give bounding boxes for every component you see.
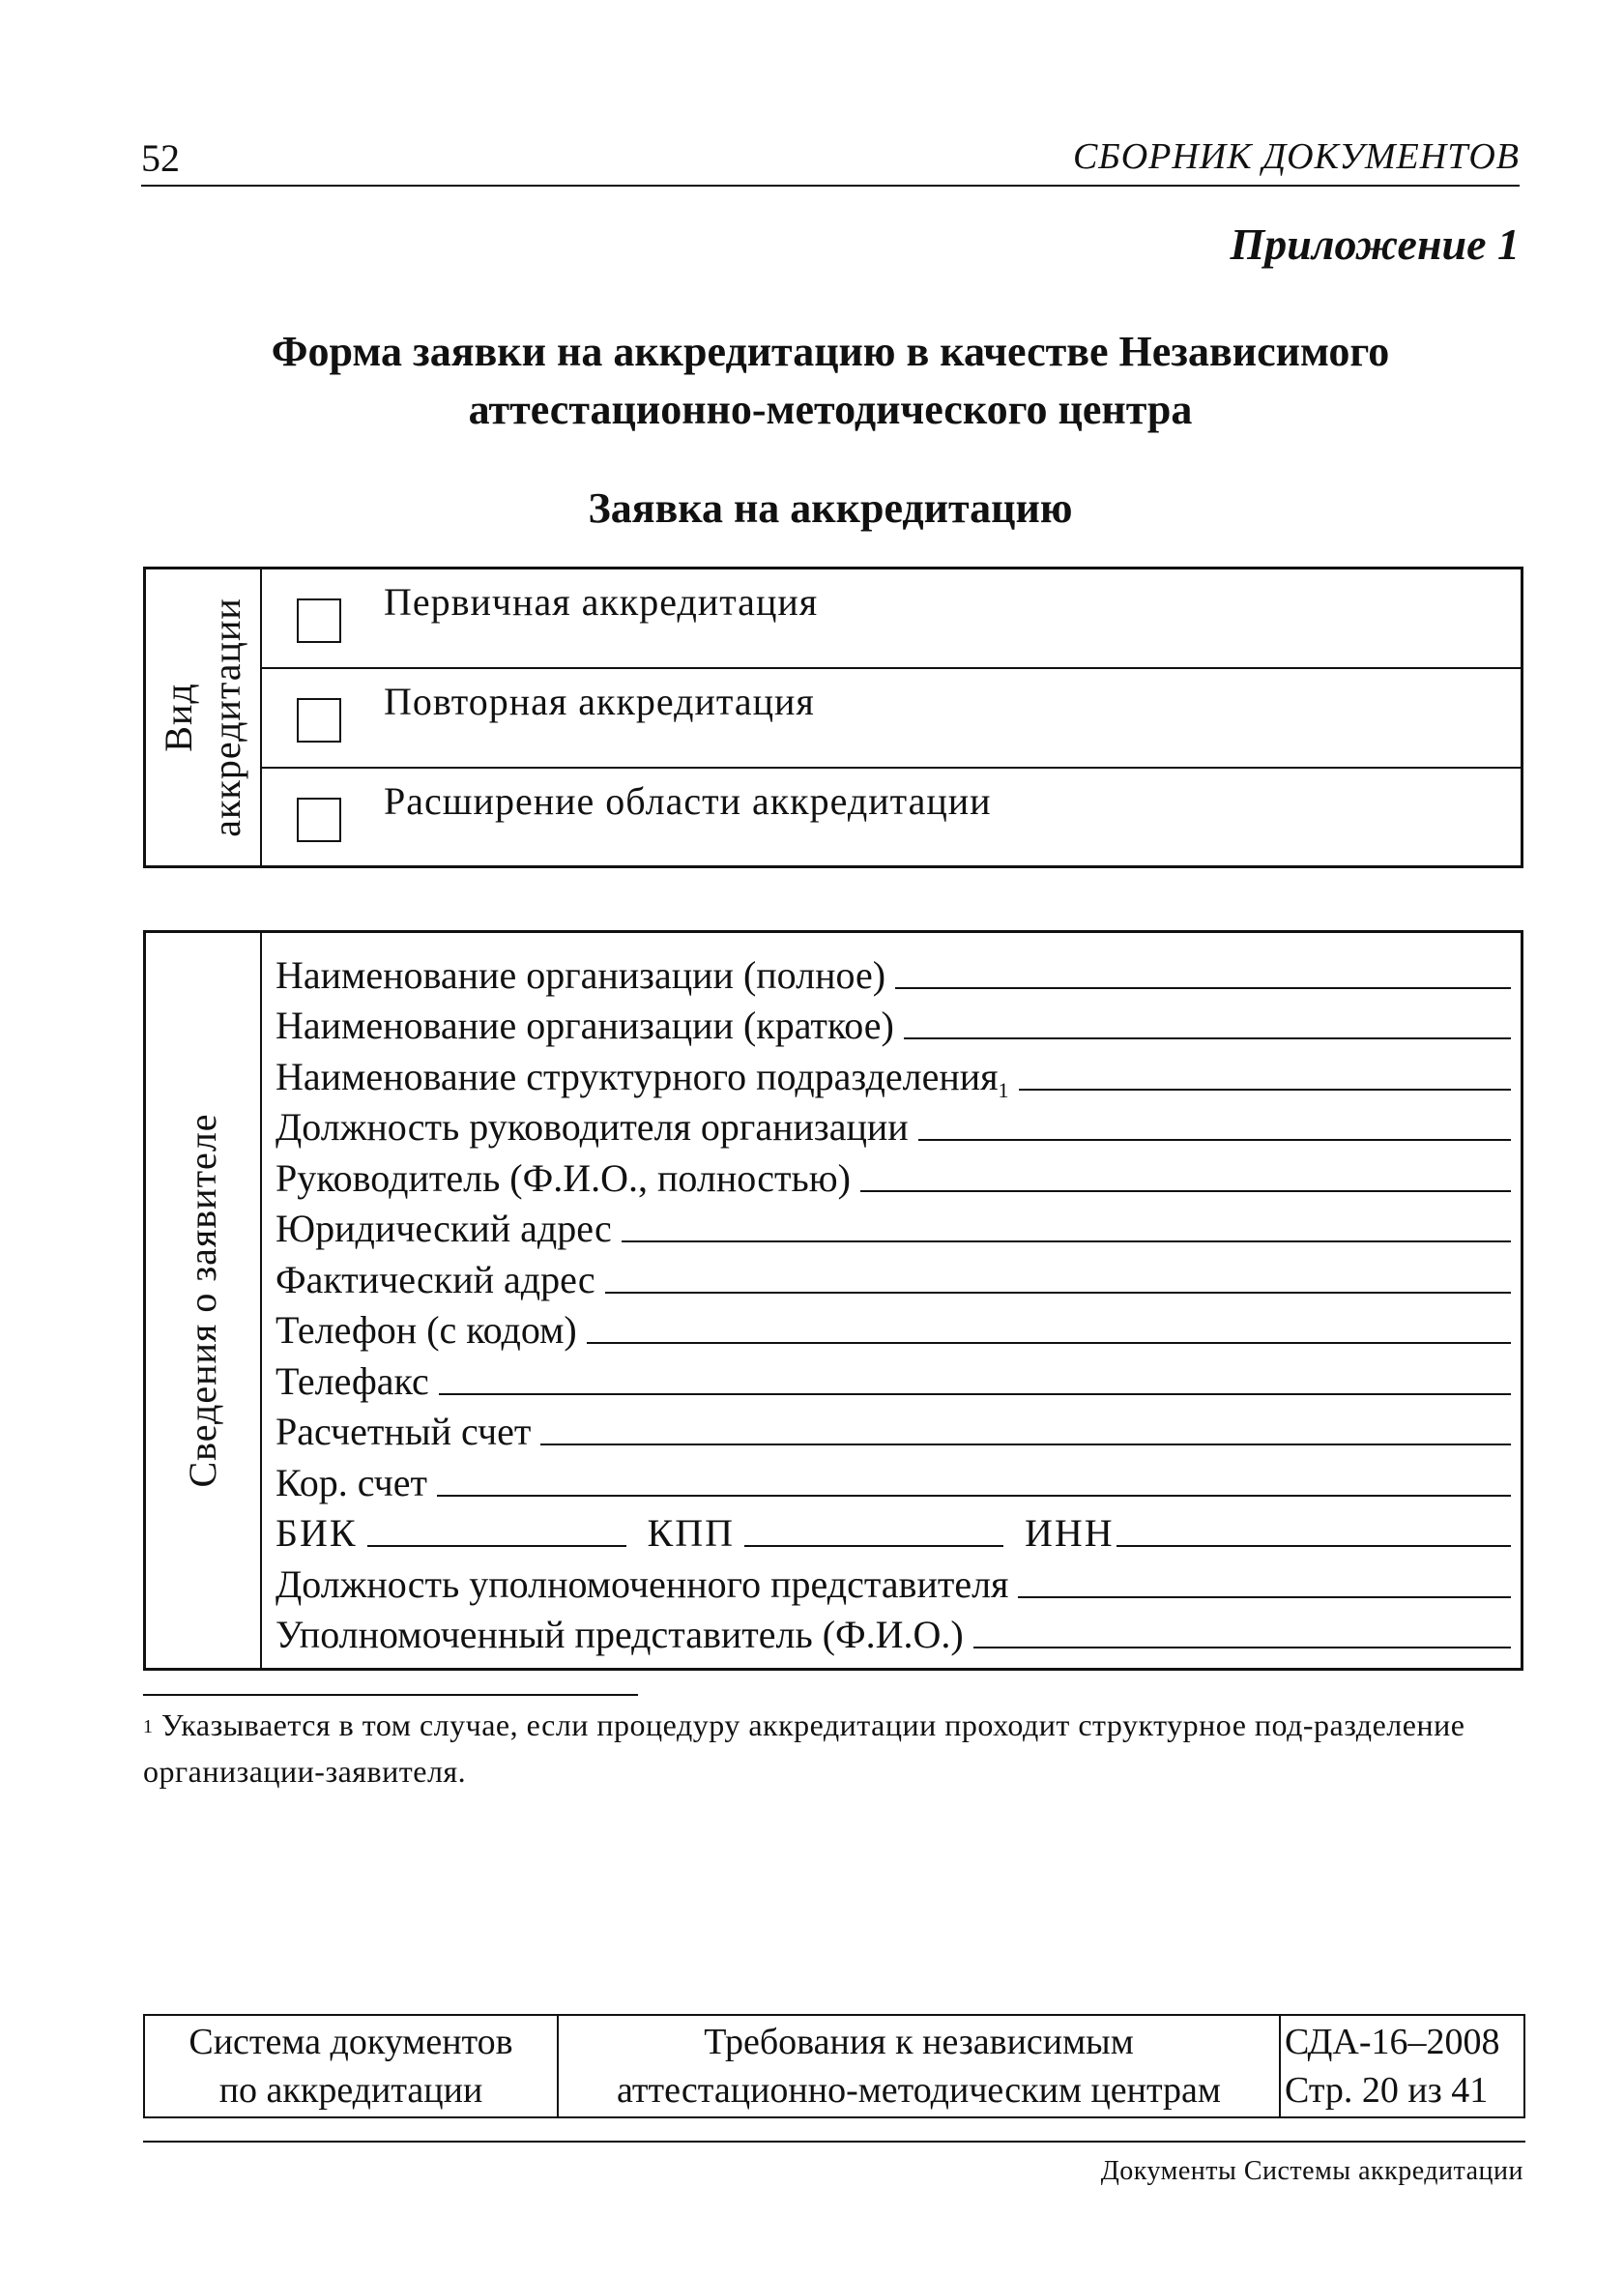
field-label: Наименование организации (полное) [276,952,886,997]
field-label-bik: БИК [276,1511,358,1555]
field-blank[interactable] [587,1342,1511,1344]
field-label: Наименование структурного подразделения [276,1054,999,1098]
field-org-short-name[interactable] [276,998,1511,1049]
field-blank[interactable] [1018,1596,1511,1598]
footer-cell-doc-code-line-2: Стр. 20 из 41 [1285,2070,1489,2111]
footnote-rule [143,1694,638,1696]
option-label-repeat: Повторная аккредитация [384,680,815,723]
bottom-rule [143,2141,1525,2143]
option-label-primary: Первичная аккредитация [384,580,819,624]
field-blank[interactable] [540,1444,1511,1445]
checkbox-extension[interactable] [297,798,341,842]
field-blank[interactable] [437,1495,1511,1497]
accreditation-option-repeat[interactable] [262,669,1521,769]
accreditation-type-side-label [146,569,262,865]
field-subdivision-name[interactable] [276,1048,1511,1102]
field-label-kpp: КПП [647,1511,735,1555]
field-blank[interactable] [439,1393,1511,1395]
field-fax[interactable] [276,1353,1511,1404]
field-label: Фактический адрес [276,1257,595,1301]
field-blank-kpp[interactable] [744,1545,1003,1547]
field-label: Юридический адрес [276,1207,612,1250]
field-blank[interactable] [973,1647,1511,1648]
field-label: Расчетный счет [276,1410,532,1453]
checkbox-primary[interactable] [297,598,341,643]
form-title-line-1: Форма заявки на аккредитацию в качестве Независимого [271,328,1390,375]
field-representative-position[interactable] [276,1556,1511,1607]
field-blank[interactable] [622,1240,1511,1242]
vertical-label-applicant: Сведения о заявителе [181,1113,224,1488]
field-label: Наименование организации (краткое) [276,1004,894,1047]
field-bank-codes [276,1505,1511,1557]
vertical-label [155,598,251,837]
footer-cell-system [145,2016,559,2116]
header-rule [141,185,1520,187]
field-label: Телефон (с кодом) [276,1308,577,1352]
accreditation-type-table [143,567,1523,868]
field-blank[interactable] [918,1139,1511,1141]
footnote-marker: 1 [143,1716,154,1737]
field-blank[interactable] [904,1037,1511,1039]
field-blank-bik[interactable] [367,1545,626,1547]
accreditation-option-extension[interactable] [262,769,1521,865]
footer-cell-doc-code-line-1: СДА-16–2008 [1285,2022,1500,2062]
accreditation-option-primary[interactable] [262,569,1521,669]
form-title [141,323,1520,439]
field-org-full-name[interactable] [276,947,1511,998]
option-label-extension: Расширение области аккредитации [384,779,992,823]
document-footer-table [143,2014,1525,2118]
footnote-text: Указывается в том случае, если процедуру аккредитации проходит структурное под-разделение организации-заявителя. [143,1707,1465,1789]
field-label: Кор. счет [276,1460,427,1504]
field-head-name[interactable] [276,1150,1511,1201]
page-number: 52 [141,136,180,180]
field-blank[interactable] [1019,1089,1511,1091]
collection-title: СБОРНИК ДОКУМЕНТОВ [1072,136,1520,177]
footer-cell-system-line-1: Система документов [188,2022,513,2062]
footnote-marker: 1 [998,1077,1009,1102]
field-label: Телефакс [276,1358,429,1403]
footer-cell-requirements-line-1: Требования к независимым [704,2022,1134,2062]
field-phone[interactable] [276,1302,1511,1354]
field-representative-name[interactable] [276,1607,1511,1658]
field-blank[interactable] [605,1292,1511,1294]
application-title: Заявка на аккредитацию [588,484,1073,532]
field-label: Уполномоченный представитель (Ф.И.О.) [276,1613,964,1656]
field-blank[interactable] [860,1190,1511,1192]
field-label: Руководитель (Ф.И.О., полностью) [276,1155,851,1200]
footer-cell-system-line-2: по аккредитации [218,2070,483,2111]
footer-cell-doc-code [1281,2016,1523,2116]
field-legal-address[interactable] [276,1201,1511,1252]
applicant-fields [276,947,1511,1657]
field-corr-account[interactable] [276,1454,1511,1505]
footnote [143,1702,1523,1794]
field-label: Должность уполномоченного представителя [276,1561,1009,1606]
footer-cell-requirements-line-2: аттестационно-методическим центрам [617,2070,1221,2111]
appendix-label: Приложение 1 [1230,219,1520,269]
bottom-caption: Документы Системы аккредитации [1100,2156,1523,2186]
field-label-inn: ИНН [1025,1511,1115,1555]
field-settlement-account[interactable] [276,1404,1511,1455]
footer-cell-requirements [559,2016,1281,2116]
form-title-line-2: аттестационно-методического центра [468,386,1193,433]
field-label: Должность руководителя организации [276,1105,909,1149]
field-head-position[interactable] [276,1099,1511,1151]
vertical-label-line-1: Вид [157,683,200,752]
vertical-label-line-2: аккредитации [205,598,248,837]
field-actual-address[interactable] [276,1251,1511,1302]
applicant-info-side-label [146,933,262,1668]
field-blank-inn[interactable] [1116,1545,1511,1547]
applicant-info-table [143,930,1523,1671]
field-blank[interactable] [895,987,1511,989]
checkbox-repeat[interactable] [297,698,341,743]
